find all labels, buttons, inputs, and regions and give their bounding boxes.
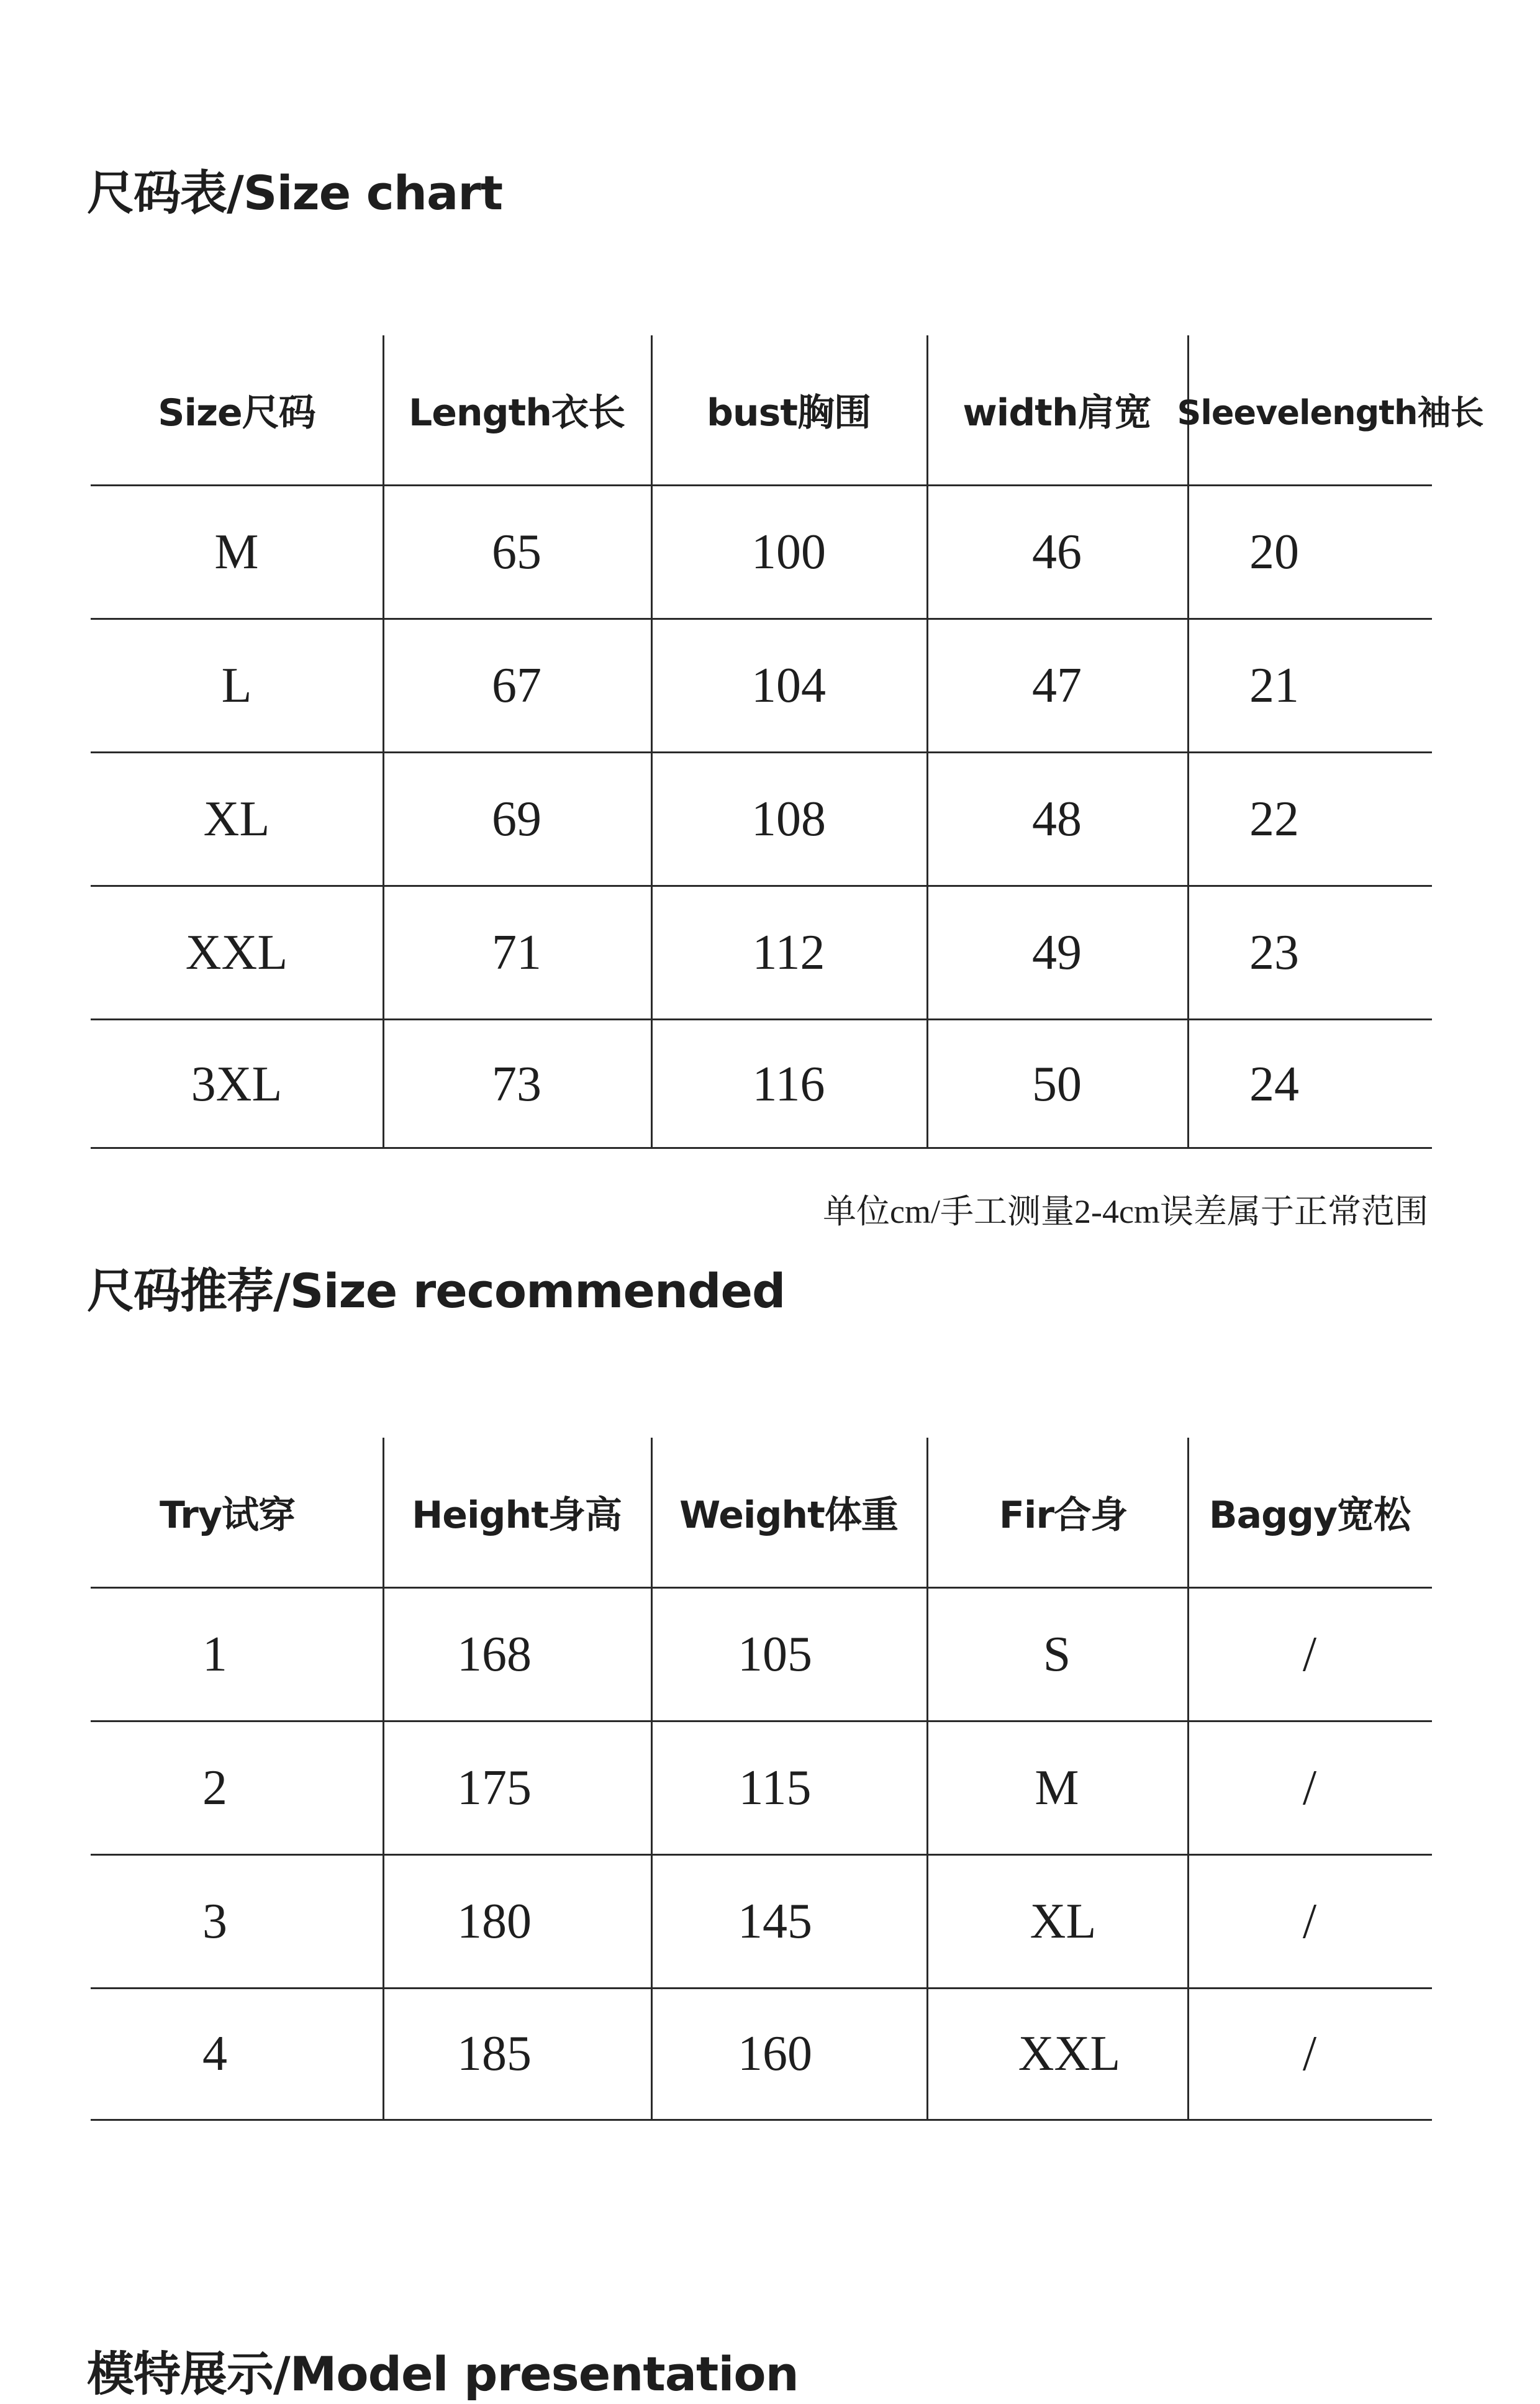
- length-cell: 69: [492, 791, 541, 846]
- fit-cell: XL: [1030, 1894, 1097, 1949]
- length-cell: 71: [492, 925, 541, 980]
- column-header: Sleevelength袖长: [1177, 392, 1483, 432]
- width-cell: 50: [1032, 1057, 1082, 1112]
- table-row: [91, 753, 1432, 885]
- sleeve-cell: 22: [1249, 791, 1299, 846]
- table-row: [91, 1856, 1432, 1987]
- table-row: [91, 1722, 1432, 1854]
- sleeve-cell: 24: [1249, 1057, 1299, 1112]
- column-header: Size尺码: [158, 391, 315, 435]
- table-row: [91, 486, 1432, 618]
- bust-cell: 100: [751, 524, 826, 579]
- try-cell: 3: [202, 1894, 227, 1949]
- sleeve-cell: 20: [1249, 524, 1299, 579]
- table-row: [91, 1989, 1432, 2119]
- baggy-cell: /: [1302, 1760, 1317, 1815]
- try-cell: 4: [202, 2026, 227, 2081]
- bust-cell: 108: [751, 791, 826, 846]
- model-presentation-title: 模特展示/Model presentation: [87, 2346, 799, 2402]
- column-header: Baggy宽松: [1208, 1494, 1411, 1537]
- table-header-row: [91, 1438, 1432, 1587]
- column-header: Try试穿: [159, 1494, 296, 1537]
- size-cell: M: [214, 524, 259, 579]
- table-row: [91, 1589, 1432, 1720]
- column-header: bust胸围: [706, 391, 871, 435]
- fit-cell: XXL: [1018, 2026, 1121, 2081]
- table-header-row: [91, 335, 1483, 484]
- length-cell: 65: [492, 524, 541, 579]
- baggy-cell: /: [1302, 2026, 1317, 2081]
- size-chart-title: 尺码表/Size chart: [87, 165, 503, 220]
- size-cell: L: [221, 658, 252, 713]
- table-row: [91, 620, 1432, 751]
- fit-cell: M: [1035, 1760, 1079, 1815]
- size-recommended-table: [91, 1438, 1432, 2121]
- height-cell: 185: [457, 2026, 532, 2081]
- size-cell: 3XL: [191, 1057, 283, 1112]
- bust-cell: 116: [752, 1057, 825, 1112]
- length-cell: 73: [492, 1057, 541, 1112]
- height-cell: 168: [457, 1626, 532, 1682]
- sleeve-cell: 23: [1249, 925, 1299, 980]
- measurement-note: 单位cm/手工测量2-4cm误差属于正常范围: [823, 1193, 1428, 1230]
- try-cell: 1: [202, 1626, 227, 1682]
- row-divider: [91, 2119, 1432, 2121]
- height-cell: 175: [457, 1760, 532, 1815]
- baggy-cell: /: [1302, 1626, 1317, 1682]
- size-cell: XL: [203, 791, 270, 846]
- column-header: Length衣长: [409, 391, 625, 435]
- column-header: Fir合身: [999, 1494, 1128, 1537]
- table-row: [91, 1020, 1432, 1149]
- size-cell: XXL: [185, 925, 288, 980]
- table-row: [91, 887, 1432, 1018]
- column-header: width肩宽: [962, 391, 1151, 435]
- column-header: Weight体重: [679, 1494, 898, 1537]
- width-cell: 47: [1032, 658, 1082, 713]
- sleeve-cell: 21: [1249, 658, 1299, 713]
- bust-cell: 104: [751, 658, 826, 713]
- weight-cell: 145: [738, 1894, 812, 1949]
- size-recommended-title: 尺码推荐/Size recommended: [87, 1263, 786, 1318]
- baggy-cell: /: [1302, 1894, 1317, 1949]
- bust-cell: 112: [752, 925, 825, 980]
- height-cell: 180: [457, 1894, 532, 1949]
- fit-cell: S: [1043, 1626, 1071, 1682]
- length-cell: 67: [492, 658, 541, 713]
- width-cell: 49: [1032, 925, 1082, 980]
- row-divider: [91, 1147, 1432, 1149]
- weight-cell: 115: [738, 1760, 812, 1815]
- size-chart-table: [91, 335, 1483, 1149]
- weight-cell: 105: [738, 1626, 812, 1682]
- column-header: Height身高: [412, 1494, 622, 1537]
- width-cell: 48: [1032, 791, 1082, 846]
- width-cell: 46: [1032, 524, 1082, 579]
- try-cell: 2: [202, 1760, 227, 1815]
- weight-cell: 160: [738, 2026, 812, 2081]
